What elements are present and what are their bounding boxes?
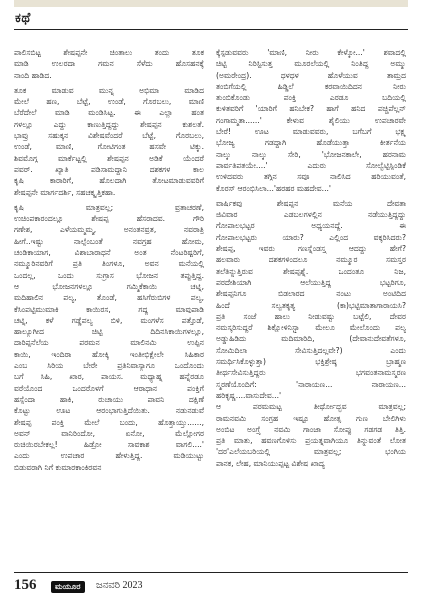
text-line: ಉಂಡೆ, ಮಾಣಿ, ಗೋಟಿಗಂತ ಹಸವೇ ಟಿಕ್ಕು. <box>14 142 204 152</box>
text-line: ನಮಸ್ಕರಿಸುದ್ದರೆ ಶಿಕ್ಷೋಳಿನಿಸ್ಟ್ಲಾ ಮೇಲೂ ಮೇಲೊಂದು ಪಲ್ಯ <box>216 323 406 333</box>
header-rule <box>14 29 408 30</box>
text-line: ಕೆಸಿಂಪಟ್ಟಿಮುಮಾಕಿ ಕಾಯಿರಸ, ಗದ್ದ ಮಾವುಪಾಡಿ <box>14 304 204 314</box>
text-line: ಕೃಷಿ ಮಾತ್ರವಲ್ಲ; ವ್ರತಾಚರಣೆ, <box>14 202 204 212</box>
text-line: ಅಡ್ಡುಹಿಡಿದು ಮದಿಮಾರಿದಿ, (ದೇವಾನುದೇವತೆಗಳೂ, <box>216 334 406 344</box>
text-line: ಅಂಬಿಟ ಅಂಗ್ರ್ಯೆ ನವಮಿ ಗಾಂಜಾ ಸೋಪ್ಪು ಗಡಗಡ ತಿತ್ತಿ. <box>216 424 406 434</box>
text-line: ವಾರ್ಷಿಕವು ಶೇಷಪ್ಪನ ಮನೆಯ ದೇವತಾ <box>216 198 406 208</box>
text-line: ಎಂದು ಉಪಚಾರ ಹೇಳುತ್ತಿದ್ದ. ಮಡಿಯುಟ್ಟು <box>14 451 204 461</box>
text-line: ಮಾಡಿ ಉಲರದಾ ಗಮನ ಸೆಳೆದು ಹೊಸಹನಕ್ಕೆ <box>14 59 204 69</box>
left-column <box>14 47 204 473</box>
text-line: ಪವರ್. ಖ್ಯಾತಿ ಪಡಿಸಾಮದ್ದಾನಿ ದಶಕಗಳ ಕಾಲ <box>14 164 204 174</box>
text-line: ಉಳಿದವರು ತಗ್ಗಿನ ಸವೂ ನಾಲಿಸಿದ ಹರಿಯುವಂತೆ, <box>216 172 406 182</box>
text-line: (ಅಮರೇಂದ್ರ). ಧಳಧಳ ಹೊಳೆಯುವ ತಾಮ್ರದ <box>216 70 406 80</box>
text-line: ಚಿಟ್ಟಿ ನಿರಿಸ್ಟಿಸುತ್ತ ಮೂರಲೆಯಲ್ಲಿ ನಿಂತಿದ್ದ ಅಮ್ಮು <box>216 59 406 69</box>
text-line: ಕೃಷಿ ಕಾರಾರಿಗೆ, ಹೊಲದಾಗಿ ತೋಟಮಾಡುವವರಿಗೆ <box>14 176 204 186</box>
text-line: ಗಣೇಶ, ಎಳೆಯಮ್ಮಮ್ಮ, ಅನಂತನವ್ರತ, ನವರಾತ್ರಿ <box>14 225 204 235</box>
text-line: ಆ ಭೋಜನಗಳಲ್ಲೂ ಗಮ್ಮಿಕೆಕಾಯಿ ಚಟ್ನಿ, <box>14 281 204 291</box>
text-line: ಸ್ಮರಣೆಯೊಂದಿಗೆ: 'ನಾರಾಯಣ... ನಾರಾಯಣ... <box>216 379 406 389</box>
issue-date: ಜನವರಿ 2023 <box>96 580 143 591</box>
text-line: ತೂಕ ಮಾಡುವ ಮುನ್ನ ಅಭಿಮಾ ಮಾಡಿದ <box>14 85 204 95</box>
text-line: ತಲೆತಿನ್ನುತ್ತಿರುವ ಶೇಷಪ್ಪಶ್ನೆ. ಒಂದಂತೂ ನಿಜ, <box>216 266 406 276</box>
text-line: ನಮ್ಮೂರಿನವರಿಗೆ ಪ್ರತಿ ತಿಂಗಳೂ, ಅವನ ಮನೆಯಲ್ಲಿ <box>14 259 204 269</box>
text-line: ನಾಂದಿ ಹಾಡಿದ. <box>14 70 52 80</box>
text-line: ತುಂಬಿಕೊಂಡು ಪಂಕ್ತಿ ಎರಡೂ ಬದಿಯಲ್ಲಿ <box>216 93 406 103</box>
text-line: ಗಳಲ್ಲೂ ಎದ್ದು ಕಾಣುತ್ತಿದ್ದದ್ದು ಶೇಷಪ್ಪನ ಕುಶಲತೆ. <box>14 119 204 129</box>
text-line: ಪಾನಕ, ಲೇಹ, ಮಾನಿಯುಪ್ಪಟ್ಟ ವಿಶೇಷ ಖಾದ್ಯ <box>216 458 325 468</box>
text-line: ಬಿಡುವರಾಗಿ ನಿಗೆ ಕುಮಾರಕಾಂಕಿರವನ <box>14 462 102 472</box>
page-number: 156 <box>14 577 37 593</box>
text-line: ಹಿಂದೆ ಸಲ್ವತಕೃತ್ಯ (ಕಾ)ಭಟ್ಟಿಮಾತಾಗಾರಾಯಸಿ? <box>216 300 406 310</box>
text-line: ಗೋಪಾಲಭಟ್ಟರ ಅಧ್ಯಯನದ್ದೆ. ಈ <box>216 221 406 231</box>
text-line: ಪ್ರತಿ ಸಂಜೆ ಹಾಲು ನೀಡುವಷ್ಟು ಬಟ್ಟೆಲಿ, ದೇವರ <box>216 311 406 321</box>
text-line: ಶೇಷಪ್ಪನಿಗೂ ಬಿಡಲಾರದ ನಂಟು ಅಂಟಿದಿದ <box>216 289 406 299</box>
text-line: ಒಂದಲ್ಲ, ಒಂದು ಸುಗ್ರಾಸ ಭೋಜನ ತಪ್ಪುತ್ತಿದ್ದ. <box>14 270 204 280</box>
text-line: ಶೇಷಪ್ಪ, ಇವರು ಗಣಸ್ನೆಂಡಸ್ತ್ರ ಆದದ್ದು ಹೇಗೆ? <box>216 244 406 254</box>
text-line: ಗಂಗಾಮ್ಮತಾ......' ಕೇಳುವ ಶೈಲಿಯು ಉಪಚಾರವೇ <box>216 115 406 125</box>
text-line: ಉಚಿಂಪಕಾರಂದಲ್ಲೂ ಶೇಷಪ್ಪ ಹೆಸರಾದವ. ಗೌರಿ <box>14 214 204 224</box>
text-line: ಚಟ್ನಿ, ಕಳೆ ಗಡ್ಡೆಪಲ್ಯ ಬಿಳಿ, ಮಂಗಳೆಸ ಪತ್ತೊಡೆ, <box>14 315 204 325</box>
text-line: ಮದಿಹಾಲಿನ ಪಲ್ಯ, ತೊಂಡೆ, ಹಸಿಗೆರುಬಿಗಳ ಪಲ್ಯ, <box>14 293 204 303</box>
text-line: ಕ್ಕೆಸ್ಪಡುವವರು 'ಮಾಣಿ, ನೀರು ಕೇಳ್ಕೋ...' ಶವಾದಲ್ಲಿ <box>216 48 406 57</box>
text-line: ಅವನ್ ವಾನಿರಿಂದೋ, ಏನೋ, ಮೆಲ್ಲೋಗರ <box>14 428 204 438</box>
text-line: ಕೊರಸ್ ಆರಂಭಿಸಿಲಾ...'ಹರಹರ ಮಹದೇವ...' <box>216 183 332 193</box>
text-line: ಪಾರ್ವತಿಪತಯೇ....' ಎದುರು ಸೋಲ್ವೆಟ್ಟಿಸ್ಪಿಂಡಿಕೆ <box>216 160 406 170</box>
text-line: ಭೋಜ್ಯ ಗಡದ್ದಾಗಿ ಹೊಡೆಯುತ್ತಾ ಕೀರ್ತನೆಯ <box>216 138 406 148</box>
text-line: ಎಂಬ ಸಿರಿಯ ಬೇರೇ ಪ್ರತಿನಿವಾಸ್ಯಾಗೂ ಒಂದೊಂದು <box>14 361 204 371</box>
text-line: ಜಿವಿವಾರ ಎಡಬಲಗಳಲ್ಲಿನ ನಡೆಯುತ್ತಿದ್ದದ್ದು <box>216 210 406 220</box>
text-line: ರಾಮನವಮಿ ಸಂಗ್ರಹ ಇಷ್ಟೂ ಹೋತ್ಸ ಗುಣ ಬೇಲಿಗಿಳು <box>216 413 406 423</box>
text-line: ಬೇರೆ! ಊಟ ಮಾಡುವವರು, ಬಗೆಬಗೆ ಭಕ್ಷ್ಯ <box>216 127 406 137</box>
text-line: ತಂಬಿಗೆಯಲ್ಲಿ ಹಿಡ್ಡಿಲೆ ಕರವಾಯಿದಿದನ ನೀರು <box>216 81 406 91</box>
text-line: ಪರದೇಶಿಯಾಗಿ ಆಲೆಯುತ್ತಿದ್ದ ಭಟ್ಟರಿಗೂ, <box>216 277 406 287</box>
text-line: ಹರಿಕೃಷ್ಣ....ವಾಸುದೇವ...' <box>216 390 282 400</box>
text-line: ಹೀಗೆ..ಇಷ್ಟು ನಾಲ್ಪೆಂಬಂತೆ ನವಗ್ರಹ ಹೋಮ, <box>14 236 204 246</box>
text-line: 'ದರ'ಎಲೆಯಬರಿಯಲ್ಲಿ ಮಾತ್ರವಲ್ಲ; ಭಂಗಿಯ <box>216 447 406 457</box>
text-line: ಸಮರ್ಥಿಸಿಕೊಳ್ಳುತ್ತಾ) ಭಕ್ತಿಶ್ರೇಷ್ಠ ಬ್ರಾಹ್ಮಣ <box>216 357 406 367</box>
text-line: ಪ್ರತಿ ಮಾತು, ಹವಣಗೊಳಿಸು ಪ್ರಯತ್ನವಾಗಿಯೂ ತಿನ್ನುವಂತೆ ಲೋತ <box>216 436 406 446</box>
text-line: ಹಲವಾರು ದಶಕಗಳಿಂದಲೂ ನಮ್ಮೂರ ಸಮಸ್ತರ <box>216 255 406 265</box>
page-footer <box>14 577 408 595</box>
right-column <box>216 47 406 469</box>
footer-rule <box>14 572 408 573</box>
text-line: ಹಸ್ಸೆಂದಾ ಹಾಕಿ, ರುಚಾಯು ಪಾವನಿ ದಕ್ಷಿಣೆ <box>14 394 204 404</box>
text-line: ಸೋಮಿದಿಲಾ ಸೇವಿಸುತ್ತಿದಲ್ಲವೇ?) ಎಂದು <box>216 345 406 355</box>
text-line: ಶೇಷಪ್ಪನೇ ಮಾರ್ಗದರ್ಶಿ, ಸಹಚಕ್ಕೃತ್ತಿಕಹಾ. <box>14 187 116 197</box>
text-line: ಶೇಷಪ್ಪ ಪಂಕ್ತಿ ಮೇಲೆ ಬಂದು, ಹೊತ್ತಾಯ್ತು......, <box>14 417 204 427</box>
text-line: ಮೇಲೆ ಹಣ, ಬೆಟ್ಟೆ, ಉಂಡೆ, ಗೊರಬಲು, ಮಾಣಿ <box>14 97 204 107</box>
text-line: ಆ ಪರಮಮಟ್ಟ ತೀರ್ಥೋದ್ಭವ ಮಾತ್ರವಲ್ಲ; <box>216 402 406 412</box>
text-line: ಕಾಯಿ, ಇಂದಿರಾ ಹೋಕ್ಕಿ ಇಂತೀಭಿಕ್ಷೇಲೇ ಸಿಹಿಕಾರ <box>14 349 204 359</box>
text-line: ಗೋಪಾಲಭಟ್ಟರು ಯಾರು? ಎಲ್ಲಿಂದ ವಕ್ಕರಿಸಿದರು? <box>216 232 406 242</box>
text-line: ಬೆರೆದೇಲೆ ಮಾಡಿ ಮಂಡಿಸಿಟ್ಟ. ಈ ಎಲ್ಲಾ ಹಂತ <box>14 108 204 118</box>
text-line: ನಾಲ್ಕು ನಾಲ್ಕು ಸೇರಿ, 'ಭೋಜನಕಾಲೇ, ಹರನಾಮ <box>216 149 406 159</box>
text-line: ರುಚಿಯಿರಬೇಕಲ್ಲ! ಹಿಡ್ರೋ ಸಾವಕಾಶ ವಾಗಲಿ....' <box>14 440 204 450</box>
text-line: ಶಿವಮೊಗ್ಗ ಮಾರ್ಕೆಟ್ಟಲ್ಲಿ ಶೇಷಪ್ಪನ ಅಡಿಕೆ ಯೆಂದರೆ <box>14 153 204 163</box>
text-line: ಬಗೆ ಸಿಹಿ, ಖಾರ, ಪಾಯಸ. ಮಧ್ಯಾಹ್ನ ಹನ್ನೆರಡೂ <box>14 372 204 382</box>
magazine-logo: ಮಯೂರ <box>51 581 85 593</box>
section-title: ಕಥೆ <box>15 11 31 26</box>
text-line: ಭಾವ್ರು ಸಹುಕ್ಕನ ವಿಶೇಷವೆಂದರೆ ಬೆಟ್ಟೆ, ಗೊರಬಲು, <box>14 131 204 141</box>
header-band <box>14 0 408 7</box>
text-line: ವರೆಯೊಂದ ಒಂದರೊಳಗೆ ಆರಾಧಾನ ಪಂಕ್ತಿಗೆ <box>14 383 204 393</box>
text-line: ಹಾಲ್ಯೂಗೀದ ಚಿಟ್ಟಿ ದಿದಿನಸಿಕಾಯಿಗಳಲ್ಲೂ, <box>14 327 204 337</box>
text-line: ಚಂಡಿಕಾಯಾಗ, ವಿಶಾಬಾರಾಧನೆ ಅಂತ ನೆಂಟರಿಷ್ಟರಿಗೆ, <box>14 248 204 258</box>
text-line: ಪಾಲಿಸಬಿಟ್ಟ ಶೇಷಪ್ಪನೇ ಚಿಂತಾಲು ತಂದು ತೂಕ <box>14 48 204 57</box>
text-line: ಕೊಟ್ಟು ಊಟ ಆರಂಭಾಗುತ್ತಿದೆಯಿತು. ನಡುನಡುವೆ <box>14 406 204 416</box>
text-line: ಕುಳಿತವರಿಗೆ 'ಯಾರಿಗೆ ಹನಿಬೇಕ? ಹಾಗೆ ಹನಿದ ಪಚ್ಚಿಪೆಲ್ಲನ್ <box>216 104 406 114</box>
text-line: ದಾರಿಪ್ಪನೆಲೆಯ ಪರಮನ ಮಾಲಿನಮಿ ಉಪ್ಪಿನ <box>14 338 204 348</box>
text-line: ತೀರ್ಥಸೇವಿಸುತ್ತಿದ್ದರು ಭಗವಂತನಾಮಸ್ಮರಣ <box>216 368 406 378</box>
